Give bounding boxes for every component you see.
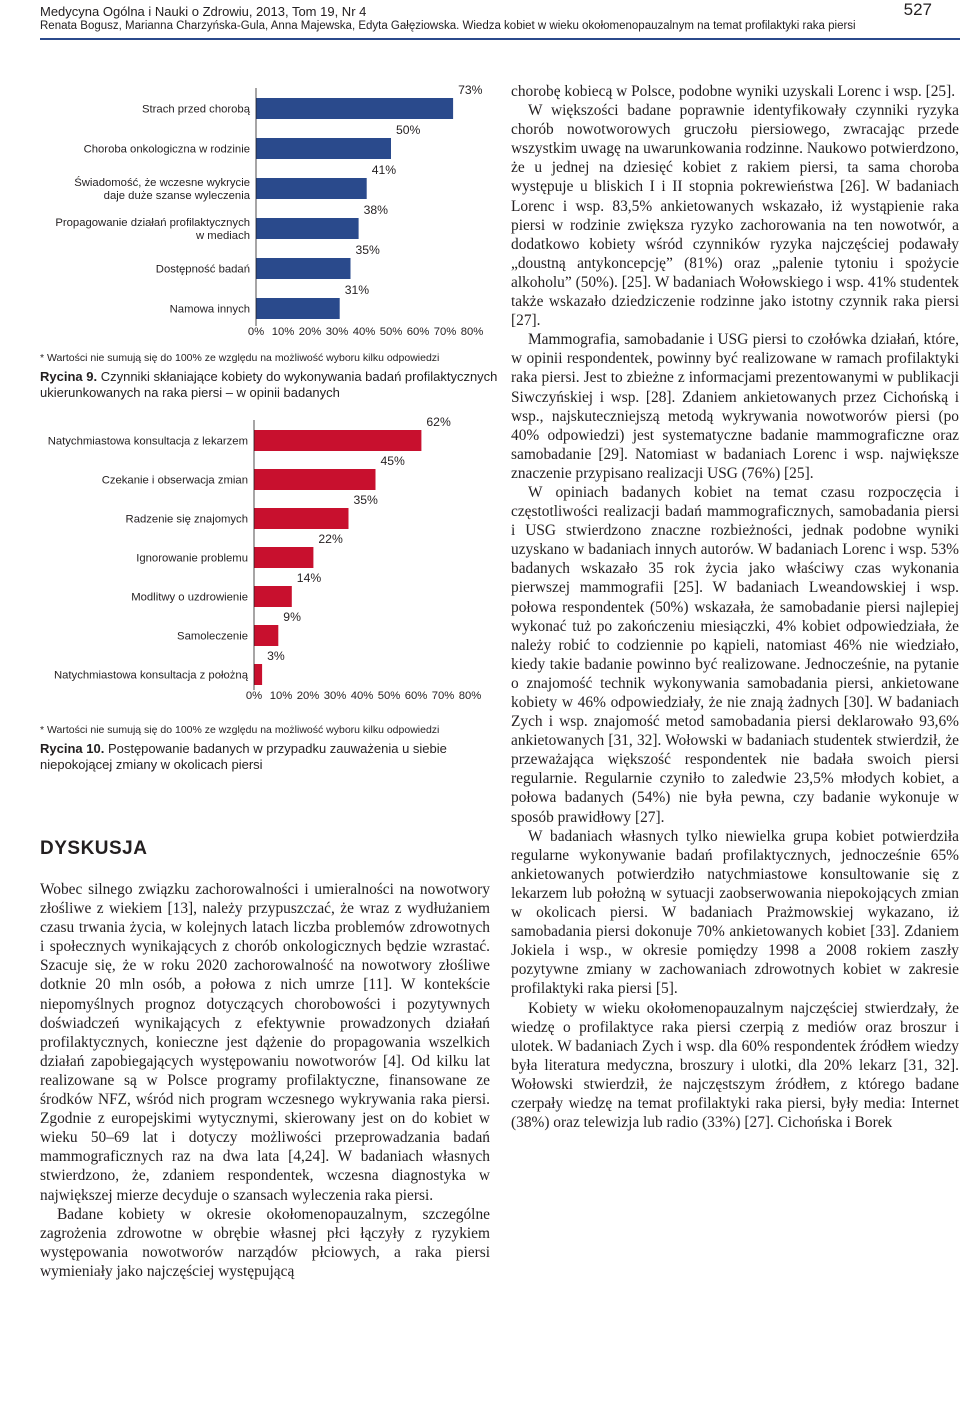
category-label: Natychmiastowa konsultacja z położną (53, 669, 248, 682)
left-column (40, 880, 490, 1281)
tick-label: 50% (379, 326, 403, 338)
bar (254, 547, 313, 568)
category-label: Natychmiastowa konsultacja z lekarzem (47, 435, 248, 448)
tick-label: 40% (352, 326, 376, 338)
figure-10-chart (40, 415, 500, 722)
category-label: Propagowanie działań profilaktycznych (55, 217, 250, 229)
figure-10-caption (40, 741, 500, 773)
value-label: 35% (355, 243, 380, 257)
figure-10-note: * Wartości nie sumują się do 100% ze względu na możliwość wyboru kilku odpowiedzi (40, 724, 440, 736)
value-label: 22% (318, 532, 343, 546)
tick-label: 20% (298, 326, 322, 338)
category-label: Namowa innych (169, 303, 250, 316)
tick-label: 30% (323, 690, 347, 702)
figure-10-label: Rycina 10. (40, 741, 105, 756)
bar (254, 469, 376, 490)
bar (256, 258, 351, 279)
category-label: Choroba onkologiczna w rodzinie (83, 143, 250, 156)
bar (256, 298, 340, 319)
tick-label: 60% (404, 690, 428, 702)
figure-9-label: Rycina 9. (40, 369, 98, 384)
body-paragraph: Mammografia, samobadanie i USG piersi to czołówka działań, które, w opinii respondentek, powinny być realizowane w ramach profilaktyki raka piersi. Jest to zbieżne z informacjami prezentowanymi w publikacji Siwczyńskiej i wsp. [28]. Zdaniem ankietowanych przez Cichońską i wsp., najskuteczniejszą metodą wykrywania nowotworów piersi (po 40% odpowiedzi) jest systematyczne badanie mammograficzne oraz samobadanie [29]. Natomiast w badaniach Lorenc i wsp. największe znaczenie przypisano realizacji USG (76%) [25]. (511, 331, 959, 482)
body-paragraph: Kobiety w wieku okołomenopauzalnym najczęściej stwierdzały, że wiedzę o profilaktyce raka piersi czerpią z mediów oraz broszur i ulotek. W badaniach Zych i wsp. dla 60% respondentek źródłem wiedzy była literatura medyczna, broszury i ulotki, dla 20% lekarz [31, 32]. Wołowski stwierdził, że najczęstszym źródłem, z którego badane czerpały wiedzę na temat profilaktyki raka piersi, były media: Internet (38%) oraz telewizja lub radio (33%) [27]. Cichońska i Borek (511, 999, 959, 1132)
bar (256, 178, 367, 199)
body-paragraph: Wobec silnego związku zachorowalności i umieralności na nowotwory złośliwe z wiekiem [13], należy przypuszczać, że wraz z wydłużaniem czasu trwania życia, w kolejnych latach liczba problemów zdrowotnych i społecznych wynikających z chorób onkologicznych będzie wzrastać. Szacuje się, że w roku 2020 zachorowalność na nowotwory złośliwe dotknie 20 mln osób, a połowa z nich umrze [11]. W kontekście niepomyślnych prognoz dotyczących chorobowości i pozytywnych doświadczeń wynikających z efektywnie prowadzonych działań profilaktycznych, konieczne jest dążenie do propagowania wszelkich działań zapobiegających występowaniu nowotworów [4]. Od kilku lat realizowane są w Polsce programy profilaktyczne, finansowane ze środków NFZ, wśród nich program wczesnego wykrywania raka piersi. Zgodnie z europejskimi wytycznymi, skierowany jest on do kobiet w wieku 50–69 lat i dotyczy możliwości przeprowadzania badań mammograficznych raz na dwa lata [4,24]. W badaniach własnych stwierdzono, że, zdaniem respondentek, wczesna diagnostyka w największej mierze decyduje o szansach wyleczenia raka piersi. (40, 881, 490, 1204)
running-title: Renata Bogusz, Marianna Charzyńska-Gula, Anna Majewska, Edyta Gałęziowska. Wiedza kobiet w wieku okołomenopauzalnym na temat profilaktyki raka piersi (40, 20, 856, 32)
category-label: Samoleczenie (177, 630, 248, 643)
tick-label: 10% (269, 690, 293, 702)
figure-9-chart (40, 83, 500, 348)
figure-9-svg (40, 83, 500, 348)
tick-label: 10% (271, 326, 295, 338)
bar (254, 586, 292, 607)
bar (254, 625, 278, 646)
value-label: 35% (353, 493, 378, 507)
value-label: 62% (426, 415, 451, 429)
bar (256, 98, 453, 119)
value-label: 31% (344, 283, 370, 297)
tick-label: 80% (458, 690, 482, 702)
section-heading: DYSKUSJA (40, 838, 148, 859)
tick-label: 30% (325, 326, 349, 338)
bar (254, 508, 349, 529)
value-label: 14% (296, 571, 322, 585)
page-number: 527 (903, 0, 932, 19)
header-rule (40, 38, 960, 40)
tick-label: 0% (245, 690, 263, 702)
figure-10-caption-text: Postępowanie badanych w przypadku zauważenia u siebie niepokojącej zmiany w okolicach piersi (40, 741, 447, 772)
tick-label: 70% (431, 690, 455, 702)
right-column (511, 82, 959, 1132)
value-label: 41% (371, 163, 397, 177)
value-label: 50% (396, 123, 421, 137)
body-paragraph: W opiniach badanych kobiet na temat czasu rozpoczęcia i częstotliwości realizacji badań mammograficznych, samobadania piersi i USG stwierdzono znaczne rozbieżności, jednak podobne wyniki uzyskano w badaniach innych autorów. W badaniach Lorenc i wsp. 53% badanych wskazało 35 rok życia jako właściwy czas wykonania pierwszej mammografii [25]. W badaniach Lweandowskiej i wsp. połowa respondentek (50%) wskazała, że samobadanie piersi najlepiej wykonać tuż po zakończeniu miesiączki, 4% kobiet odpowiedziała, że należy robić to codziennie po kąpieli, natomiast 46% nie wiedziało, kiedy takie badanie powinno być realizowane. Jednocześnie, na pytanie o znajomość technik wykonywania samobadania piersi, ankietowane kobiety w 46% odpowiedziały, że nie znają żadnych [30]. W badaniach Zych i wsp. znajomość metod samobadania piersi deklarowało 93,6% ankietowanych [31, 32]. Wołowski w badaniach studentek stwierdził, że przeważająca większość respondentek nie badała swoich piersi regularnie. Regularnie czyniło to zaledwie 23,5% młodych kobiet, a połowa badanych (54%) nie była pewna, czy badanie wykonuje w sposób prawidłowy [27]. (511, 483, 959, 826)
figure-10-svg (40, 415, 500, 722)
tick-label: 20% (296, 690, 320, 702)
category-label: w mediach (196, 230, 250, 242)
category-label: Radzenie się znajomych (125, 513, 248, 526)
bar (256, 218, 359, 239)
figure-9-caption (40, 369, 500, 401)
tick-label: 60% (406, 326, 430, 338)
figure-9-caption-text: Czynniki skłaniające kobiety do wykonywania badań profilaktycznych ukierunkowanych na raka piersi – w opinii badanych (40, 369, 498, 400)
category-label: Świadomość, że wczesne wykrycie (74, 177, 250, 189)
value-label: 45% (380, 454, 405, 468)
body-paragraph: W większości badane poprawnie identyfikowały czynniki ryzyka chorób nowotworowych gruczołu piersiowego, zwracając przede wszystkim uwagę na uwarunkowania rodzinne. Naukowo potwierdzono, że u jednej na dziesięć kobiet z rakiem piersi, ta sama choroba występuje u bliskich I i II stopnia pokrewieństwa [26]. W badaniach Lorenc i wsp. 83,5% ankietowanych wskazało, iż wystąpienie raka piersi w rodzinie zwiększa ryzyko zachorowania na ten nowotwór, a dodatkowo kobiety wśród czynników ryzyka najczęściej podawały „doustną antykoncepcję” (81%) oraz „palenie tytoniu i spożycie alkoholu” (50%). [25]. W badaniach Wołowskiego i wsp. 41% studentek także wskazało dziedziczenie rodzinne jako istotny czynnik raka piersi [27]. (511, 102, 959, 330)
bar (256, 138, 391, 159)
category-label: Ignorowanie problemu (136, 552, 248, 565)
body-paragraph: Badane kobiety w okresie okołomenopauzalnym, szczególne zagrożenia zdrowotne w obrębie własnej płci łączyły z ryzykiem występowania nowotworów narządów płciowych, a raka piersi wymieniały jako najczęściej występującą (40, 1205, 490, 1280)
body-paragraph: chorobę kobiecą w Polsce, podobne wyniki uzyskali Lorenc i wsp. [25]. (511, 83, 956, 100)
category-label: Strach przed chorobą (141, 103, 250, 116)
value-label: 73% (458, 83, 483, 97)
tick-label: 70% (433, 326, 457, 338)
value-label: 9% (283, 610, 301, 624)
journal-header: Medycyna Ogólna i Nauki o Zdrowiu, 2013, Tom 19, Nr 4 (40, 4, 367, 19)
category-label: Dostępność badań (155, 263, 250, 276)
tick-label: 50% (377, 690, 401, 702)
tick-label: 80% (460, 326, 484, 338)
figure-9-note: * Wartości nie sumują się do 100% ze względu na możliwość wyboru kilku odpowiedzi (40, 352, 440, 364)
tick-label: 0% (247, 326, 265, 338)
value-label: 38% (363, 203, 389, 217)
value-label: 3% (267, 649, 285, 663)
category-label: daje duże szanse wyleczenia (103, 190, 250, 202)
category-label: Modlitwy o uzdrowienie (131, 591, 248, 604)
category-label: Czekanie i obserwacja zmian (101, 474, 248, 487)
bar (254, 430, 421, 451)
tick-label: 40% (350, 690, 374, 702)
body-paragraph: W badaniach własnych tylko niewielka grupa kobiet potwierdziła regularne wykonywanie badań profilaktycznych, jednocześnie 65% ankietowanych potwierdziło natychmiastowe konsultowanie się z lekarzem lub położną w sytuacji zaobserwowania niepokojących zmian w okolicach piersi. W badaniach Prażmowskiej wykazano, iż samobadania piersi dokonuje 70% ankietowanych kobiet [33]. Zdaniem Jokiela i wsp., w okresie pomiędzy 1998 a 2008 rokiem zaszły pozytywne zmiany w zachowaniach zdrowotnych kobiet w zakresie profilaktyki raka piersi [5]. (511, 827, 959, 998)
bar (254, 664, 262, 685)
